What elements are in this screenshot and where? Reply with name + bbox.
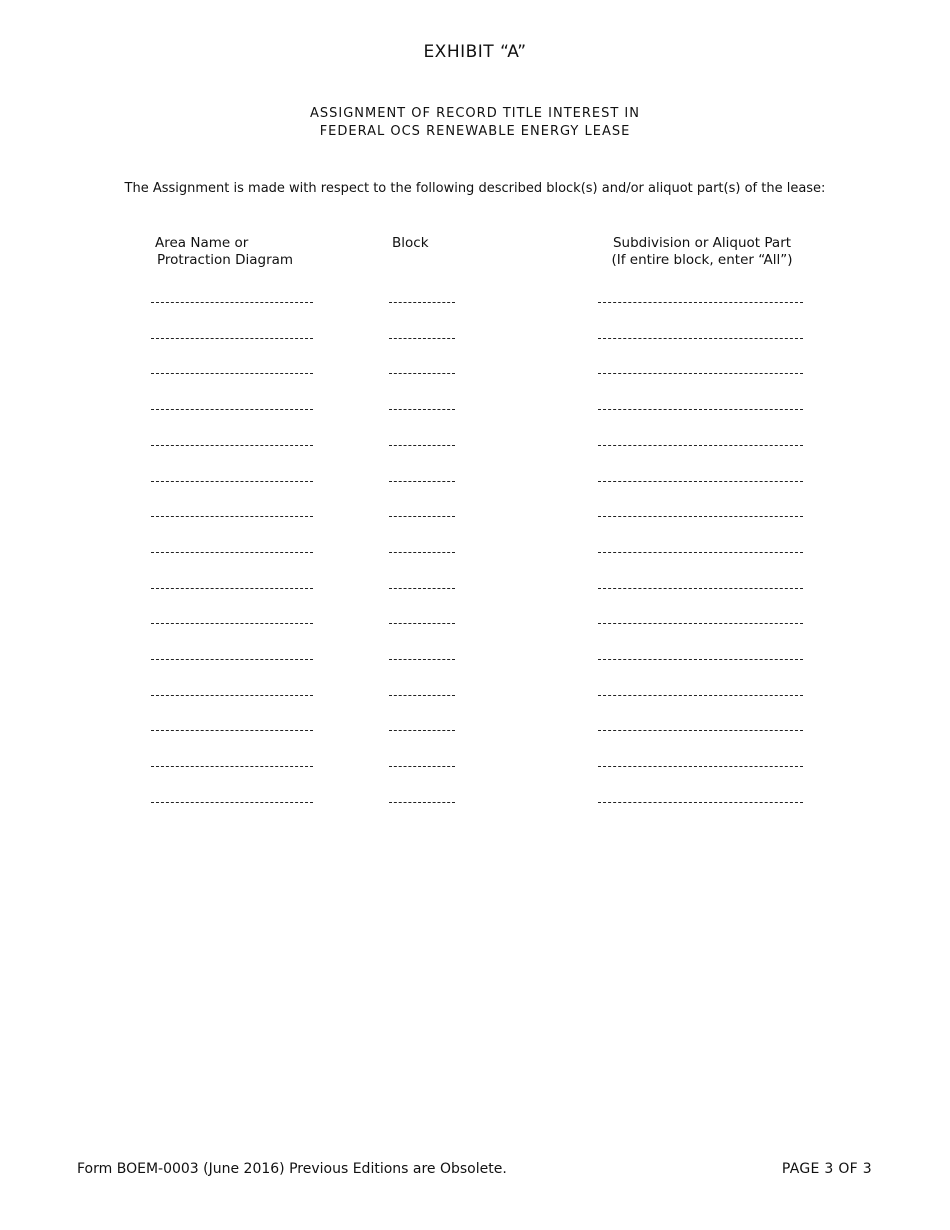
area-name-blank[interactable]: [151, 338, 313, 339]
block-blank[interactable]: [389, 766, 455, 767]
area-name-blank[interactable]: [151, 802, 313, 803]
block-blank[interactable]: [389, 623, 455, 624]
entry-row: [0, 695, 950, 697]
subdivision-blank[interactable]: [598, 695, 803, 696]
entry-row: [0, 302, 950, 304]
area-name-blank[interactable]: [151, 481, 313, 482]
subdivision-blank[interactable]: [598, 481, 803, 482]
subdivision-blank[interactable]: [598, 766, 803, 767]
entry-row: [0, 409, 950, 411]
column-header-subdivision-line-2: (If entire block, enter “All”): [611, 252, 793, 268]
column-header-block: Block: [392, 235, 429, 251]
column-header-area-name-line-1: Area Name or: [155, 235, 249, 251]
block-blank[interactable]: [389, 409, 455, 410]
exhibit-title: EXHIBIT “A”: [423, 42, 527, 62]
entry-row: [0, 445, 950, 447]
subdivision-blank[interactable]: [598, 552, 803, 553]
block-blank[interactable]: [389, 481, 455, 482]
block-blank[interactable]: [389, 516, 455, 517]
entry-row: [0, 623, 950, 625]
column-header-subdivision: [602, 235, 802, 269]
block-blank[interactable]: [389, 695, 455, 696]
page-number: PAGE 3 OF 3: [781, 1161, 872, 1177]
area-name-blank[interactable]: [151, 659, 313, 660]
block-blank[interactable]: [389, 373, 455, 374]
subdivision-blank[interactable]: [598, 302, 803, 303]
subdivision-blank[interactable]: [598, 409, 803, 410]
subdivision-blank[interactable]: [598, 659, 803, 660]
subdivision-blank[interactable]: [598, 373, 803, 374]
area-name-blank[interactable]: [151, 373, 313, 374]
entry-row: [0, 730, 950, 732]
subdivision-blank[interactable]: [598, 623, 803, 624]
block-blank[interactable]: [389, 730, 455, 731]
area-name-blank[interactable]: [151, 302, 313, 303]
entry-row: [0, 552, 950, 554]
column-header-area-name: [155, 235, 293, 269]
area-name-blank[interactable]: [151, 766, 313, 767]
block-blank[interactable]: [389, 338, 455, 339]
entry-row: [0, 373, 950, 375]
block-blank[interactable]: [389, 302, 455, 303]
subdivision-blank[interactable]: [598, 588, 803, 589]
entry-row: [0, 481, 950, 483]
block-blank[interactable]: [389, 552, 455, 553]
area-name-blank[interactable]: [151, 409, 313, 410]
column-header-subdivision-line-1: Subdivision or Aliquot Part: [612, 235, 792, 251]
block-blank[interactable]: [389, 588, 455, 589]
entry-row: [0, 802, 950, 804]
subdivision-blank[interactable]: [598, 730, 803, 731]
column-header-area-name-line-2: Protraction Diagram: [157, 252, 294, 268]
subdivision-blank[interactable]: [598, 802, 803, 803]
block-blank[interactable]: [389, 445, 455, 446]
document-title-line-2: FEDERAL OCS RENEWABLE ENERGY LEASE: [319, 124, 631, 139]
form-footer: Form BOEM-0003 (June 2016) Previous Editions are Obsolete.: [77, 1161, 507, 1177]
area-name-blank[interactable]: [151, 623, 313, 624]
subdivision-blank[interactable]: [598, 445, 803, 446]
area-name-blank[interactable]: [151, 445, 313, 446]
intro-text: The Assignment is made with respect to the following described block(s) and/or aliquot part(s) of the lease:: [124, 181, 826, 196]
subdivision-blank[interactable]: [598, 338, 803, 339]
area-name-blank[interactable]: [151, 695, 313, 696]
area-name-blank[interactable]: [151, 552, 313, 553]
entry-row: [0, 338, 950, 340]
block-blank[interactable]: [389, 802, 455, 803]
area-name-blank[interactable]: [151, 588, 313, 589]
document-title-line-1: ASSIGNMENT OF RECORD TITLE INTEREST IN: [310, 106, 640, 121]
entry-row: [0, 588, 950, 590]
entry-row: [0, 659, 950, 661]
entry-row: [0, 766, 950, 768]
area-name-blank[interactable]: [151, 730, 313, 731]
subdivision-blank[interactable]: [598, 516, 803, 517]
block-blank[interactable]: [389, 659, 455, 660]
entry-row: [0, 516, 950, 518]
area-name-blank[interactable]: [151, 516, 313, 517]
